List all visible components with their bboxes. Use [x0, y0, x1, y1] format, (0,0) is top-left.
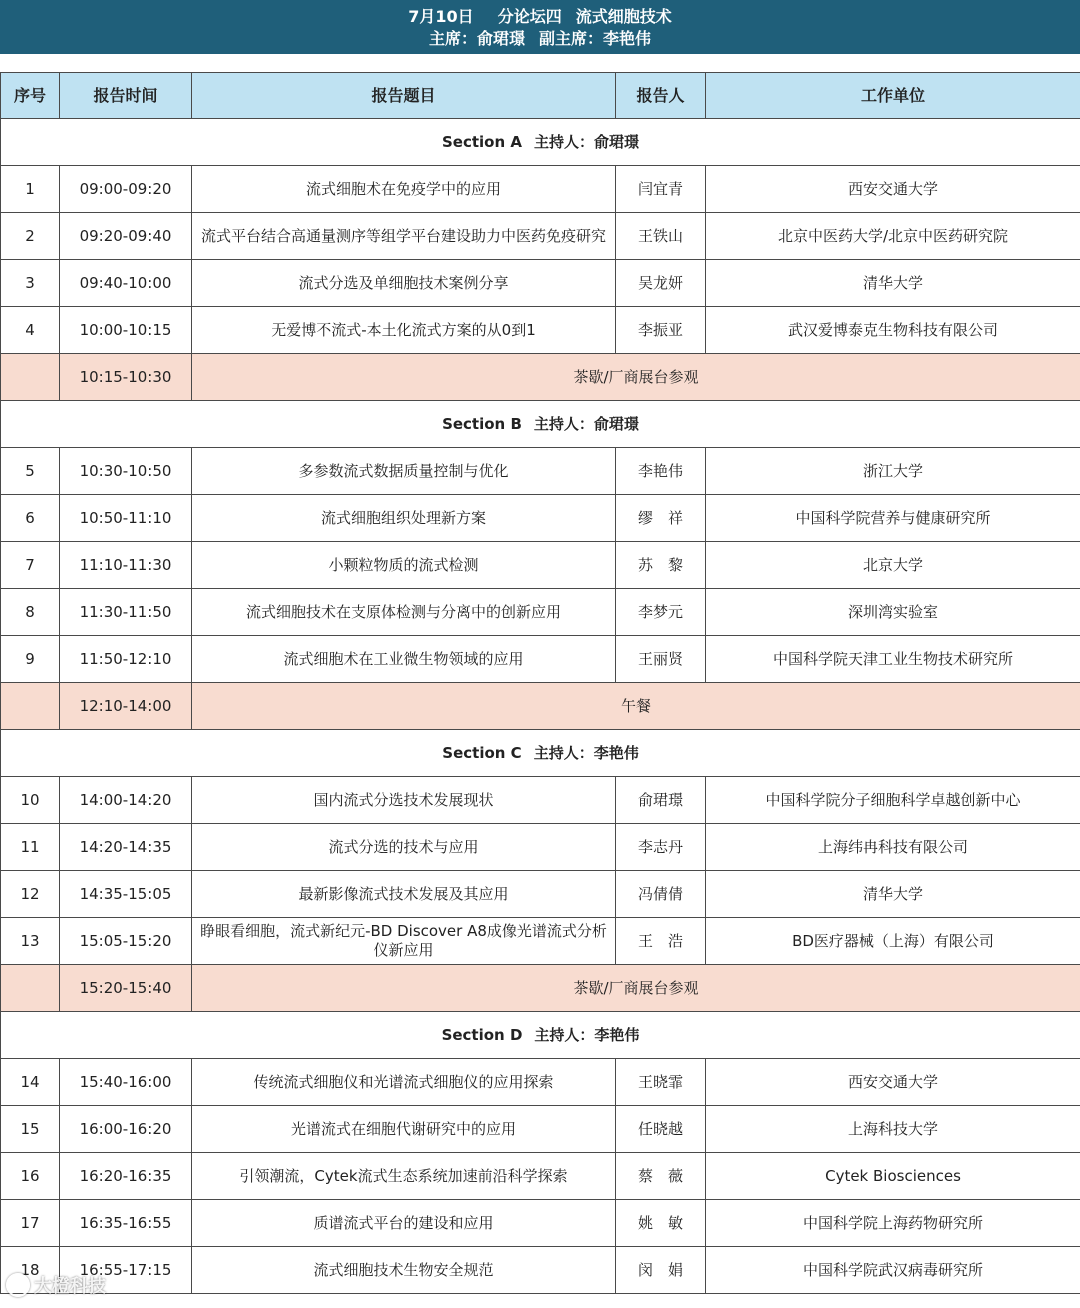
row-org: 西安交通大学 [706, 166, 1080, 213]
row-time: 14:00-14:20 [60, 777, 192, 824]
row-index: 1 [1, 166, 60, 213]
table-row [1, 495, 1080, 542]
break-index [1, 683, 60, 730]
row-org: 中国科学院天津工业生物技术研究所 [706, 636, 1080, 683]
break-label: 午餐 [192, 683, 1080, 730]
row-speaker: 缪 祥 [616, 495, 706, 542]
table-row [1, 166, 1080, 213]
row-index: 3 [1, 260, 60, 307]
row-org: 北京中医药大学/北京中医药研究院 [706, 213, 1080, 260]
table-row [1, 260, 1080, 307]
table-row [1, 1059, 1080, 1106]
section-host-name: 李艳伟 [593, 743, 639, 762]
row-time: 16:20-16:35 [60, 1153, 192, 1200]
row-title: 流式分选的技术与应用 [192, 824, 616, 871]
section-row [1, 730, 1080, 777]
section-heading: Section C [442, 743, 522, 762]
row-title: 流式细胞组织处理新方案 [192, 495, 616, 542]
chair-label: 主席： [428, 29, 477, 48]
row-title: 流式细胞技术生物安全规范 [192, 1247, 616, 1294]
row-index: 18 [1, 1247, 60, 1294]
row-speaker: 姚 敏 [616, 1200, 706, 1247]
header-index: 序号 [1, 73, 60, 119]
section-host-label: 主持人： [533, 743, 594, 762]
row-index: 12 [1, 871, 60, 918]
section-host-name: 李艳伟 [594, 1025, 640, 1044]
row-speaker: 王晓霏 [616, 1059, 706, 1106]
row-org: 中国科学院营养与健康研究所 [706, 495, 1080, 542]
banner-title-line [0, 7, 1080, 27]
row-title: 流式细胞术在工业微生物领域的应用 [192, 636, 616, 683]
row-time: 09:40-10:00 [60, 260, 192, 307]
row-time: 10:50-11:10 [60, 495, 192, 542]
section-host-label: 主持人： [534, 1025, 595, 1044]
row-title: 小颗粒物质的流式检测 [192, 542, 616, 589]
row-title: 光谱流式在细胞代谢研究中的应用 [192, 1106, 616, 1153]
row-title: 引领潮流，Cytek流式生态系统加速前沿科学探索 [192, 1153, 616, 1200]
row-index: 2 [1, 213, 60, 260]
row-org: 中国科学院武汉病毒研究所 [706, 1247, 1080, 1294]
banner-topic: 流式细胞技术 [575, 7, 672, 26]
header-speaker: 报告人 [616, 73, 706, 119]
row-index: 15 [1, 1106, 60, 1153]
row-title: 流式分选及单细胞技术案例分享 [192, 260, 616, 307]
row-title: 睁眼看细胞，流式新纪元-BD Discover A8成像光谱流式分析仪新应用 [192, 918, 616, 965]
table-row [1, 871, 1080, 918]
row-time: 11:10-11:30 [60, 542, 192, 589]
table-row [1, 777, 1080, 824]
row-org: 武汉爱博泰克生物科技有限公司 [706, 307, 1080, 354]
section-heading: Section A [441, 132, 522, 151]
row-time: 14:20-14:35 [60, 824, 192, 871]
section-row [1, 401, 1080, 448]
row-org: 上海科技大学 [706, 1106, 1080, 1153]
row-speaker: 蔡 薇 [616, 1153, 706, 1200]
row-speaker: 李志丹 [616, 824, 706, 871]
row-org: 深圳湾实验室 [706, 589, 1080, 636]
row-index: 10 [1, 777, 60, 824]
row-index: 6 [1, 495, 60, 542]
table-row [1, 448, 1080, 495]
header-title: 报告题目 [192, 73, 616, 119]
banner-chair-line [0, 29, 1080, 49]
row-speaker: 闫宜青 [616, 166, 706, 213]
row-speaker: 王丽贤 [616, 636, 706, 683]
break-index [1, 965, 60, 1012]
header-time: 报告时间 [60, 73, 192, 119]
row-speaker: 李艳伟 [616, 448, 706, 495]
row-index: 7 [1, 542, 60, 589]
section-heading-cell [1, 1012, 1080, 1059]
banner-forum: 分论坛四 [497, 7, 562, 26]
table-row [1, 589, 1080, 636]
chair-name: 俞珺璟 [476, 29, 525, 48]
table-row [1, 1153, 1080, 1200]
forum-banner [0, 0, 1080, 54]
row-speaker: 任晓越 [616, 1106, 706, 1153]
break-time: 15:20-15:40 [60, 965, 192, 1012]
row-org: BD医疗器械（上海）有限公司 [706, 918, 1080, 965]
row-title: 流式细胞术在免疫学中的应用 [192, 166, 616, 213]
row-time: 11:50-12:10 [60, 636, 192, 683]
section-heading-cell [1, 401, 1080, 448]
table-row [1, 918, 1080, 965]
header-row [1, 73, 1080, 119]
table-row [1, 307, 1080, 354]
row-time: 10:00-10:15 [60, 307, 192, 354]
row-org: 中国科学院分子细胞科学卓越创新中心 [706, 777, 1080, 824]
section-heading-cell [1, 730, 1080, 777]
table-row [1, 636, 1080, 683]
row-index: 17 [1, 1200, 60, 1247]
row-speaker: 俞珺璟 [616, 777, 706, 824]
break-label: 茶歇/厂商展台参观 [192, 354, 1080, 401]
banner-date: 7月10日 [408, 7, 474, 26]
section-row [1, 119, 1080, 166]
row-time: 16:55-17:15 [60, 1247, 192, 1294]
row-time: 14:35-15:05 [60, 871, 192, 918]
break-index [1, 354, 60, 401]
schedule-body [1, 119, 1080, 1294]
vice-chair-label: 副主席： [539, 29, 604, 48]
row-time: 09:20-09:40 [60, 213, 192, 260]
vice-chair-name: 李艳伟 [603, 29, 652, 48]
table-row [1, 1200, 1080, 1247]
table-row [1, 1247, 1080, 1294]
row-speaker: 冯倩倩 [616, 871, 706, 918]
row-index: 11 [1, 824, 60, 871]
break-row [1, 354, 1080, 401]
row-time: 16:00-16:20 [60, 1106, 192, 1153]
break-time: 12:10-14:00 [60, 683, 192, 730]
break-row [1, 683, 1080, 730]
row-index: 9 [1, 636, 60, 683]
row-org: 北京大学 [706, 542, 1080, 589]
row-index: 8 [1, 589, 60, 636]
row-title: 质谱流式平台的建设和应用 [192, 1200, 616, 1247]
table-row [1, 542, 1080, 589]
table-row [1, 213, 1080, 260]
row-org: Cytek Biosciences [706, 1153, 1080, 1200]
row-speaker: 李振亚 [616, 307, 706, 354]
row-speaker: 王铁山 [616, 213, 706, 260]
section-host-label: 主持人： [533, 132, 594, 151]
row-index: 4 [1, 307, 60, 354]
row-time: 09:00-09:20 [60, 166, 192, 213]
row-speaker: 闵 娟 [616, 1247, 706, 1294]
break-label: 茶歇/厂商展台参观 [192, 965, 1080, 1012]
row-time: 15:05-15:20 [60, 918, 192, 965]
row-org: 中国科学院上海药物研究所 [706, 1200, 1080, 1247]
watermark-text: 大橙科技 [34, 1276, 106, 1297]
row-time: 11:30-11:50 [60, 589, 192, 636]
section-row [1, 1012, 1080, 1059]
row-speaker: 王 浩 [616, 918, 706, 965]
row-title: 最新影像流式技术发展及其应用 [192, 871, 616, 918]
row-time: 16:35-16:55 [60, 1200, 192, 1247]
row-org: 清华大学 [706, 260, 1080, 307]
section-heading: Section D [441, 1025, 523, 1044]
row-title: 传统流式细胞仪和光谱流式细胞仪的应用探索 [192, 1059, 616, 1106]
row-time: 15:40-16:00 [60, 1059, 192, 1106]
row-index: 13 [1, 918, 60, 965]
row-org: 西安交通大学 [706, 1059, 1080, 1106]
row-title: 无爱博不流式-本土化流式方案的从0到1 [192, 307, 616, 354]
row-index: 5 [1, 448, 60, 495]
section-heading: Section B [442, 414, 522, 433]
table-row [1, 1106, 1080, 1153]
row-speaker: 苏 黎 [616, 542, 706, 589]
section-heading-cell [1, 119, 1080, 166]
row-index: 14 [1, 1059, 60, 1106]
section-host-label: 主持人： [533, 414, 594, 433]
section-host-name: 俞珺璟 [594, 132, 640, 151]
row-time: 10:30-10:50 [60, 448, 192, 495]
row-title: 流式细胞技术在支原体检测与分离中的创新应用 [192, 589, 616, 636]
row-org: 上海纬冉科技有限公司 [706, 824, 1080, 871]
section-host-name: 俞珺璟 [593, 414, 639, 433]
row-title: 国内流式分选技术发展现状 [192, 777, 616, 824]
table-row [1, 824, 1080, 871]
row-title: 流式平台结合高通量测序等组学平台建设助力中医药免疫研究 [192, 213, 616, 260]
row-speaker: 吴龙妍 [616, 260, 706, 307]
row-title: 多参数流式数据质量控制与优化 [192, 448, 616, 495]
row-org: 清华大学 [706, 871, 1080, 918]
row-speaker: 李梦元 [616, 589, 706, 636]
break-time: 10:15-10:30 [60, 354, 192, 401]
row-org: 浙江大学 [706, 448, 1080, 495]
break-row [1, 965, 1080, 1012]
schedule-table [0, 72, 1080, 1294]
row-index: 16 [1, 1153, 60, 1200]
header-org: 工作单位 [706, 73, 1080, 119]
